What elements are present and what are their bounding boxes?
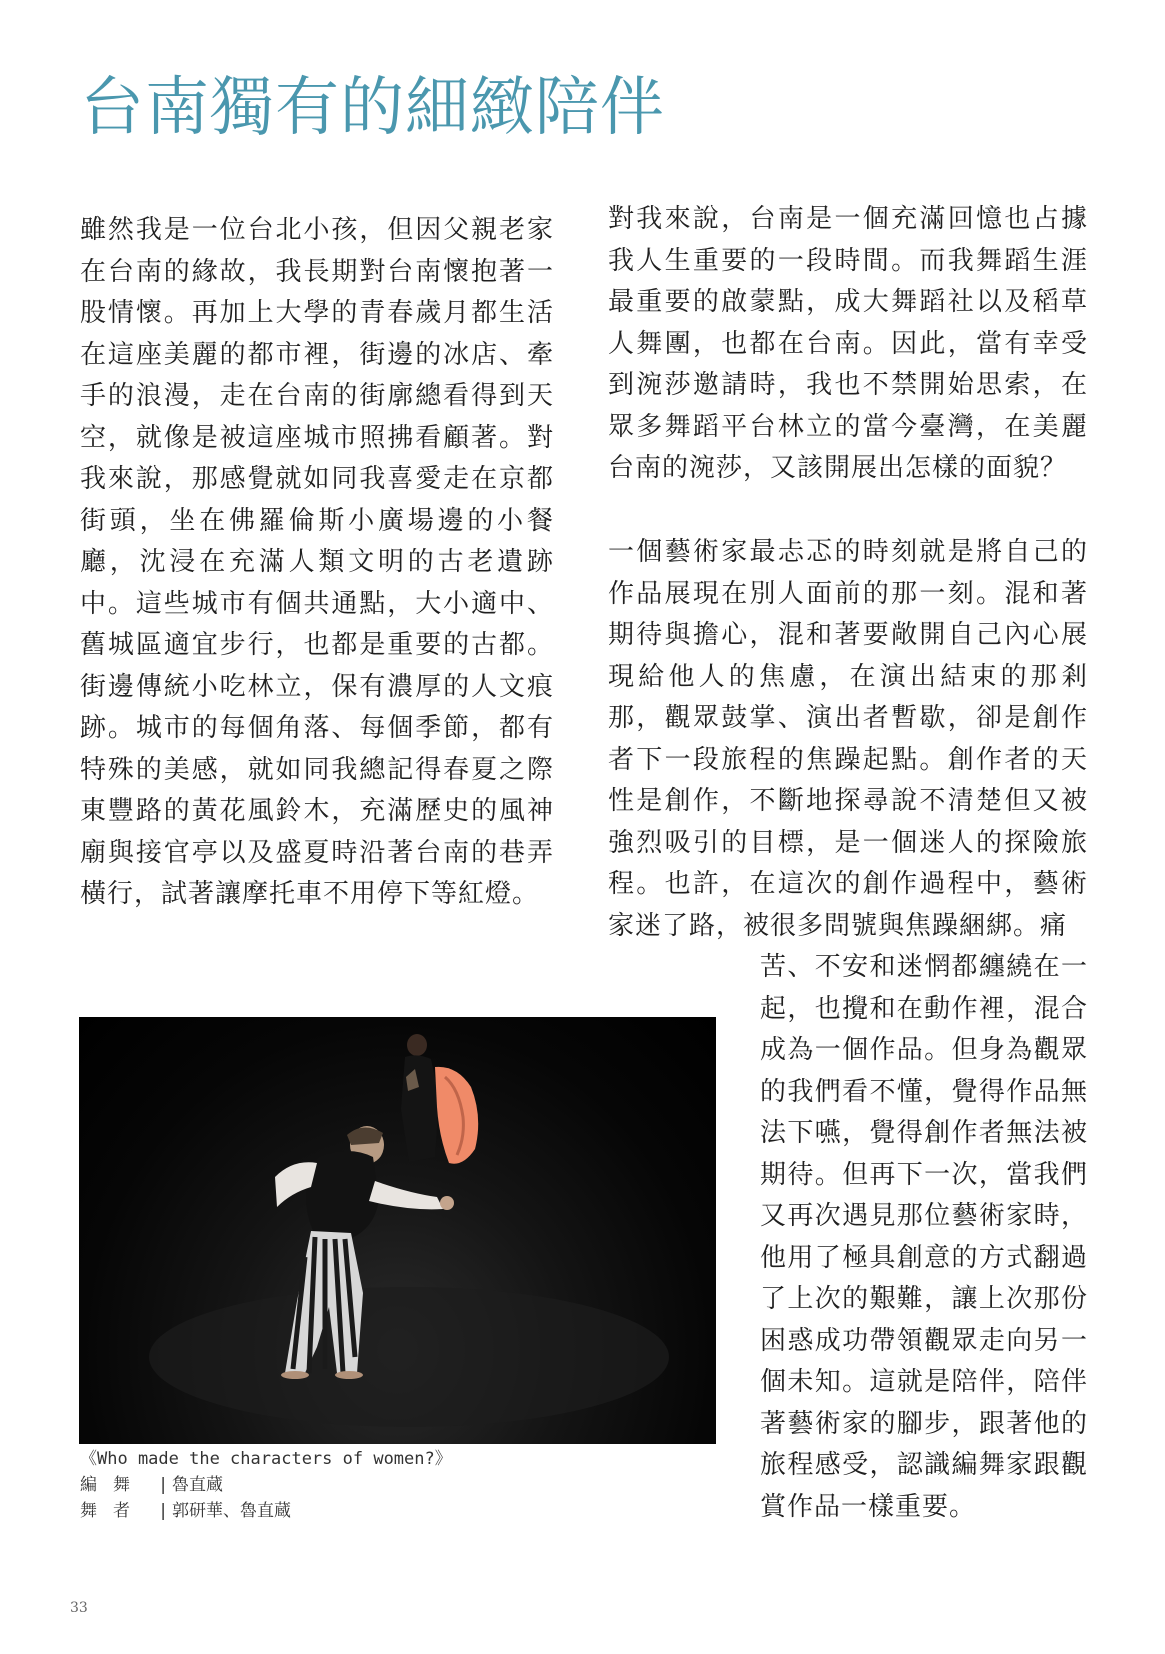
dancers-illustration xyxy=(79,1017,716,1444)
caption-credit-choreographer xyxy=(80,1472,720,1498)
credit-separator: | xyxy=(158,1501,169,1521)
paragraph-artist-moment: 一個藝術家最忐忑的時刻就是將自己的作品展現在別人面前的那一刻。混和著期待與擔心，混和著要敞開自己內心展現給他人的焦慮，在演出結束的那剎那，觀眾鼓掌、演出者暫歇，卻是創作者下一段旅程的焦躁起點。創作者的天性是創作，不斷地探尋說不清楚但又被強烈吸引的目標，是一個迷人的探險旅程。也許，在這次的創作過程中，藝術家迷了路，被很多問號與焦躁綑綁。痛 xyxy=(608,537,1088,941)
credit-separator: | xyxy=(158,1475,169,1495)
page-number: 33 xyxy=(70,1600,88,1616)
credit-label: 編舞 xyxy=(80,1475,146,1495)
credit-value: 魯直蔵 xyxy=(172,1475,223,1495)
paragraph-intro: 雖然我是一位台北小孩，但因父親老家在台南的緣故，我長期對台南懷抱著一股情懷。再加上大學的青春歲月都生活在這座美麗的都市裡，街邊的冰店、牽手的浪漫，走在台南的街廓總看得到天空，就像是被這座城市照拂看顧著。對我來說，那感覺就如同我喜愛走在京都街頭，坐在佛羅倫斯小廣場邊的小餐廳，沈浸在充滿人類文明的古老遺跡中。這些城市有個共通點，大小適中、舊城區適宜步行，也都是重要的古都。街邊傳統小吃林立，保有濃厚的人文痕跡。城市的每個角落、每個季節，都有特殊的美感，就如同我總記得春夏之際東豐路的黃花風鈴木，充滿歷史的風神廟與接官亭以及盛夏時沿著台南的巷弄橫行，試著讓摩托車不用停下等紅燈。 xyxy=(80,215,554,909)
photo-caption xyxy=(80,1446,720,1524)
paragraph-memories: 對我來說，台南是一個充滿回憶也占據我人生重要的一段時間。而我舞蹈生涯最重要的啟蒙點，成大舞蹈社以及稻草人舞團，也都在台南。因此，當有幸受到涴莎邀請時，我也不禁開始思索，在眾多舞蹈平台林立的當今臺灣，在美麗台南的涴莎，又該開展出怎樣的面貌？ xyxy=(608,204,1088,483)
caption-title: 《Who made the characters of women?》 xyxy=(80,1449,452,1469)
paragraph-companionship: 苦、不安和迷惘都纏繞在一起，也攪和在動作裡，混合成為一個作品。但身為觀眾的我們看不懂，覺得作品無法下嚥，覺得創作者無法被期待。但再下一次，當我們又再次遇見那位藝術家時，他用了極具創意的方式翻過了上次的艱難，讓上次那份困惑成功帶領觀眾走向另一個未知。這就是陪伴，陪伴著藝術家的腳步，跟著他的旅程感受，認識編舞家跟觀賞作品一樣重要。 xyxy=(760,952,1088,1522)
article-title: 台南獨有的細緻陪伴 xyxy=(80,71,665,145)
caption-credit-dancers xyxy=(80,1498,720,1524)
credit-value: 郭研華、魯直蔵 xyxy=(172,1501,291,1521)
credit-label: 舞者 xyxy=(80,1501,146,1521)
performance-photo xyxy=(79,1017,716,1444)
back-dancer-figure xyxy=(401,1034,478,1164)
